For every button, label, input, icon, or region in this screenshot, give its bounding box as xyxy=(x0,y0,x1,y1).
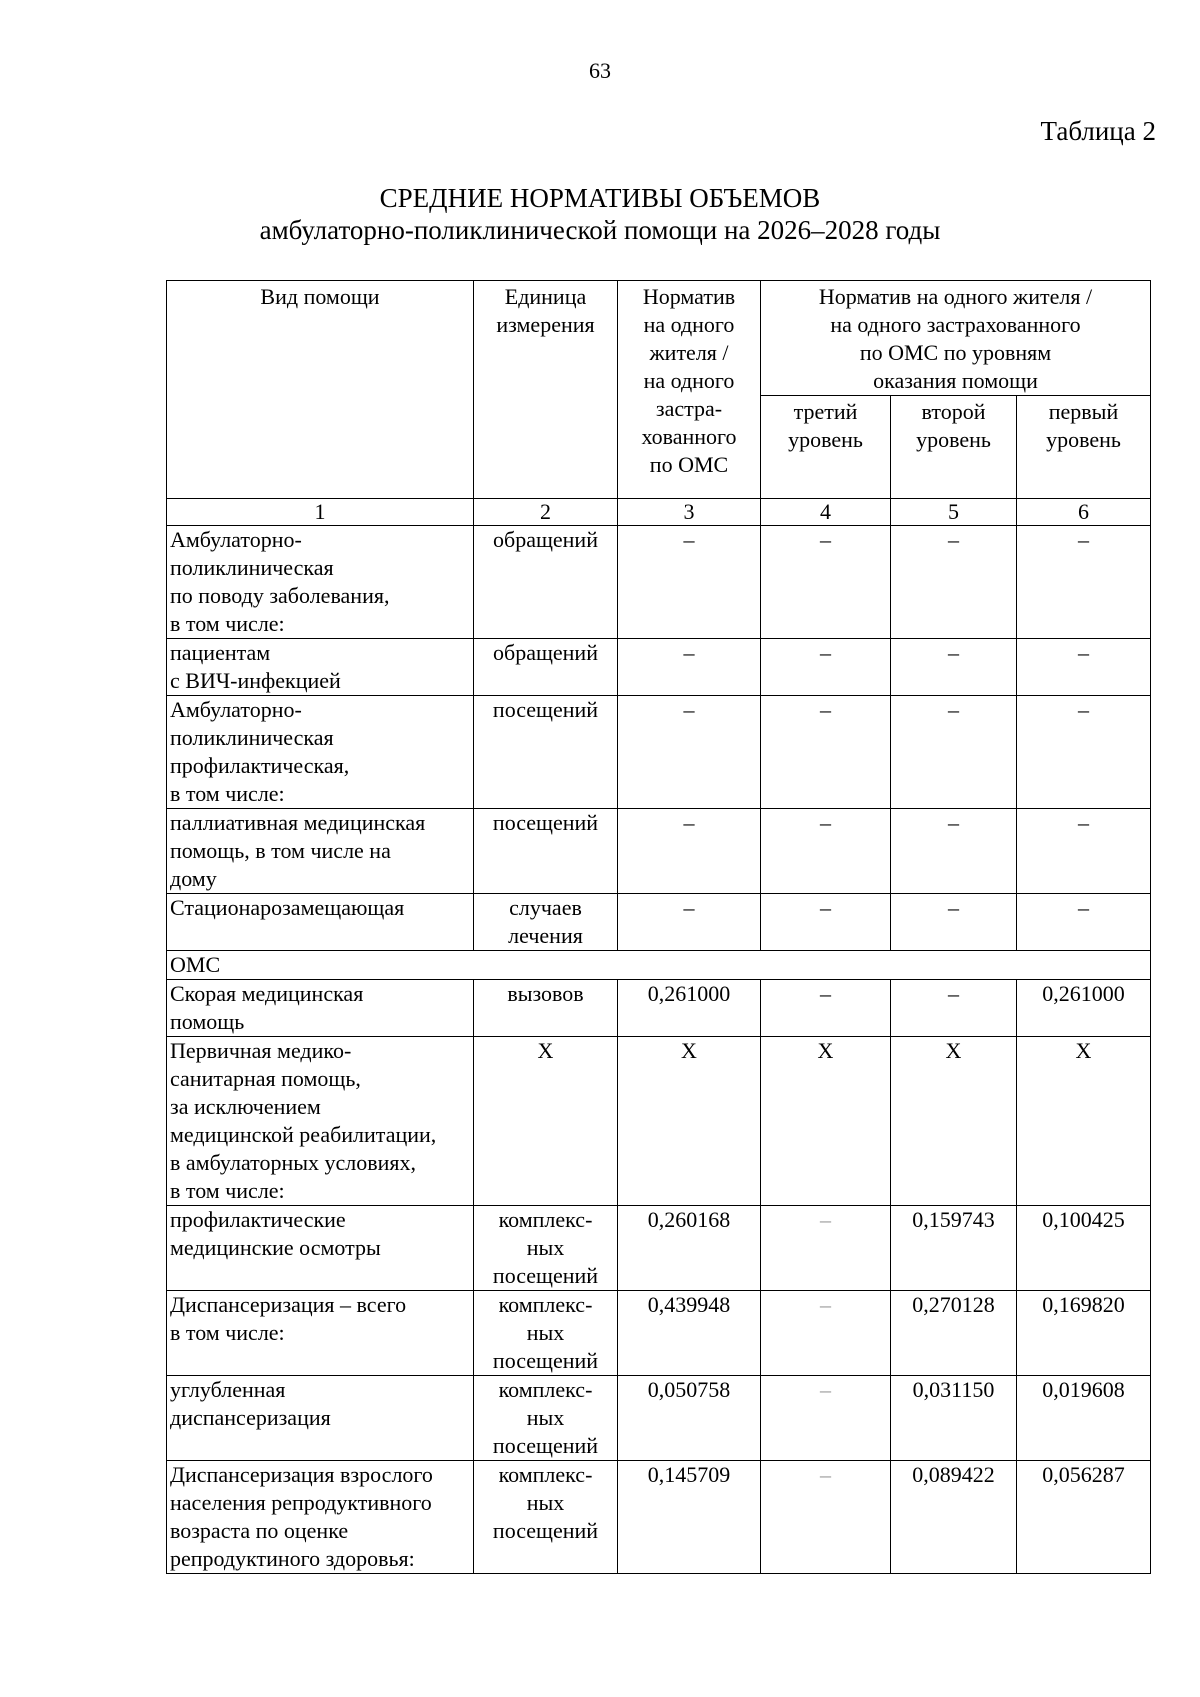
level-first-cell: 0,019608 xyxy=(1017,1376,1151,1461)
level-second-cell: 0,270128 xyxy=(891,1291,1017,1376)
norm-cell: – xyxy=(618,639,761,696)
header-level-first: первый уровень xyxy=(1017,396,1151,499)
table-row xyxy=(167,696,1151,809)
level-first-cell: 0,100425 xyxy=(1017,1206,1151,1291)
unit-cell: посещений xyxy=(474,809,618,894)
column-number: 4 xyxy=(761,499,891,526)
level-second-cell: – xyxy=(891,980,1017,1037)
level-third-cell: – xyxy=(761,1291,891,1376)
header-levels-group: Норматив на одного жителя / на одного застрахованного по ОМС по уровням оказания помощи xyxy=(761,281,1151,396)
care-type-cell: паллиативная медицинская помощь, в том числе на дому xyxy=(167,809,474,894)
norms-table xyxy=(166,280,1151,1574)
column-number: 3 xyxy=(618,499,761,526)
level-third-cell: – xyxy=(761,639,891,696)
care-type-cell: пациентам с ВИЧ-инфекцией xyxy=(167,639,474,696)
unit-cell: посещений xyxy=(474,696,618,809)
level-first-cell: Х xyxy=(1017,1037,1151,1206)
table-label: Таблица 2 xyxy=(1040,116,1156,146)
level-second-cell: – xyxy=(891,526,1017,639)
section-row-oms xyxy=(167,951,1151,980)
care-type-cell: Диспансеризация взрослого населения репродуктивного возраста по оценке репродуктиного здоровья: xyxy=(167,1461,474,1574)
column-number: 2 xyxy=(474,499,618,526)
care-type-cell: Диспансеризация – всего в том числе: xyxy=(167,1291,474,1376)
header-level-third: третий уровень xyxy=(761,396,891,499)
unit-cell: Х xyxy=(474,1037,618,1206)
table-row xyxy=(167,1206,1151,1291)
section-label: ОМС xyxy=(167,951,1151,980)
norm-cell: – xyxy=(618,894,761,951)
column-number: 6 xyxy=(1017,499,1151,526)
unit-cell: комплекс- ных посещений xyxy=(474,1376,618,1461)
level-second-cell: 0,031150 xyxy=(891,1376,1017,1461)
document-title: СРЕДНИЕ НОРМАТИВЫ ОБЪЕМОВ xyxy=(379,183,821,213)
level-second-cell: Х xyxy=(891,1037,1017,1206)
level-second-cell: – xyxy=(891,696,1017,809)
level-first-cell: 0,261000 xyxy=(1017,980,1151,1037)
level-third-cell: – xyxy=(761,1376,891,1461)
unit-cell: обращений xyxy=(474,639,618,696)
unit-cell: вызовов xyxy=(474,980,618,1037)
norm-cell: 0,261000 xyxy=(618,980,761,1037)
care-type-cell: Скорая медицинская помощь xyxy=(167,980,474,1037)
norm-cell: – xyxy=(618,696,761,809)
column-numbers-row xyxy=(167,499,1151,526)
page-number: 63 xyxy=(589,58,611,83)
level-first-cell: – xyxy=(1017,526,1151,639)
care-type-cell: профилактические медицинские осмотры xyxy=(167,1206,474,1291)
header-type-of-care: Вид помощи xyxy=(167,281,474,499)
table-row xyxy=(167,1376,1151,1461)
care-type-cell: Первичная медико- санитарная помощь, за исключением медицинской реабилитации, в амбулаторных условиях, в том числе: xyxy=(167,1037,474,1206)
care-type-cell: Амбулаторно- поликлиническая профилактическая, в том числе: xyxy=(167,696,474,809)
level-third-cell: – xyxy=(761,1461,891,1574)
document-subtitle: амбулаторно-поликлинической помощи на 2026–2028 годы xyxy=(259,215,941,245)
header-norm-per-resident: Норматив на одного жителя / на одного застра- хованного по ОМС xyxy=(618,281,761,499)
table-row xyxy=(167,809,1151,894)
level-second-cell: 0,089422 xyxy=(891,1461,1017,1574)
unit-cell: комплекс- ных посещений xyxy=(474,1291,618,1376)
column-number: 1 xyxy=(167,499,474,526)
norm-cell: 0,439948 xyxy=(618,1291,761,1376)
level-first-cell: – xyxy=(1017,809,1151,894)
level-second-cell: 0,159743 xyxy=(891,1206,1017,1291)
norm-cell: 0,050758 xyxy=(618,1376,761,1461)
table-row xyxy=(167,526,1151,639)
norm-cell: 0,260168 xyxy=(618,1206,761,1291)
norm-cell: – xyxy=(618,809,761,894)
level-third-cell: – xyxy=(761,526,891,639)
table-row xyxy=(167,980,1151,1037)
level-first-cell: 0,056287 xyxy=(1017,1461,1151,1574)
header-unit: Единица измерения xyxy=(474,281,618,499)
care-type-cell: углубленная диспансеризация xyxy=(167,1376,474,1461)
column-number: 5 xyxy=(891,499,1017,526)
level-first-cell: – xyxy=(1017,696,1151,809)
unit-cell: случаев лечения xyxy=(474,894,618,951)
norm-cell: 0,145709 xyxy=(618,1461,761,1574)
level-third-cell: – xyxy=(761,696,891,809)
table-row xyxy=(167,639,1151,696)
level-second-cell: – xyxy=(891,894,1017,951)
table-row xyxy=(167,1037,1151,1206)
level-second-cell: – xyxy=(891,639,1017,696)
unit-cell: обращений xyxy=(474,526,618,639)
level-third-cell: Х xyxy=(761,1037,891,1206)
unit-cell: комплекс- ных посещений xyxy=(474,1206,618,1291)
care-type-cell: Амбулаторно- поликлиническая по поводу заболевания, в том числе: xyxy=(167,526,474,639)
level-third-cell: – xyxy=(761,1206,891,1291)
level-first-cell: 0,169820 xyxy=(1017,1291,1151,1376)
level-first-cell: – xyxy=(1017,894,1151,951)
care-type-cell: Стационарозамещающая xyxy=(167,894,474,951)
level-third-cell: – xyxy=(761,809,891,894)
level-first-cell: – xyxy=(1017,639,1151,696)
unit-cell: комплекс- ных посещений xyxy=(474,1461,618,1574)
table-row xyxy=(167,894,1151,951)
level-third-cell: – xyxy=(761,894,891,951)
table-body xyxy=(167,499,1151,1574)
level-third-cell: – xyxy=(761,980,891,1037)
norm-cell: – xyxy=(618,526,761,639)
level-second-cell: – xyxy=(891,809,1017,894)
header-level-second: второй уровень xyxy=(891,396,1017,499)
table-row xyxy=(167,1461,1151,1574)
table-row xyxy=(167,1291,1151,1376)
norm-cell: Х xyxy=(618,1037,761,1206)
